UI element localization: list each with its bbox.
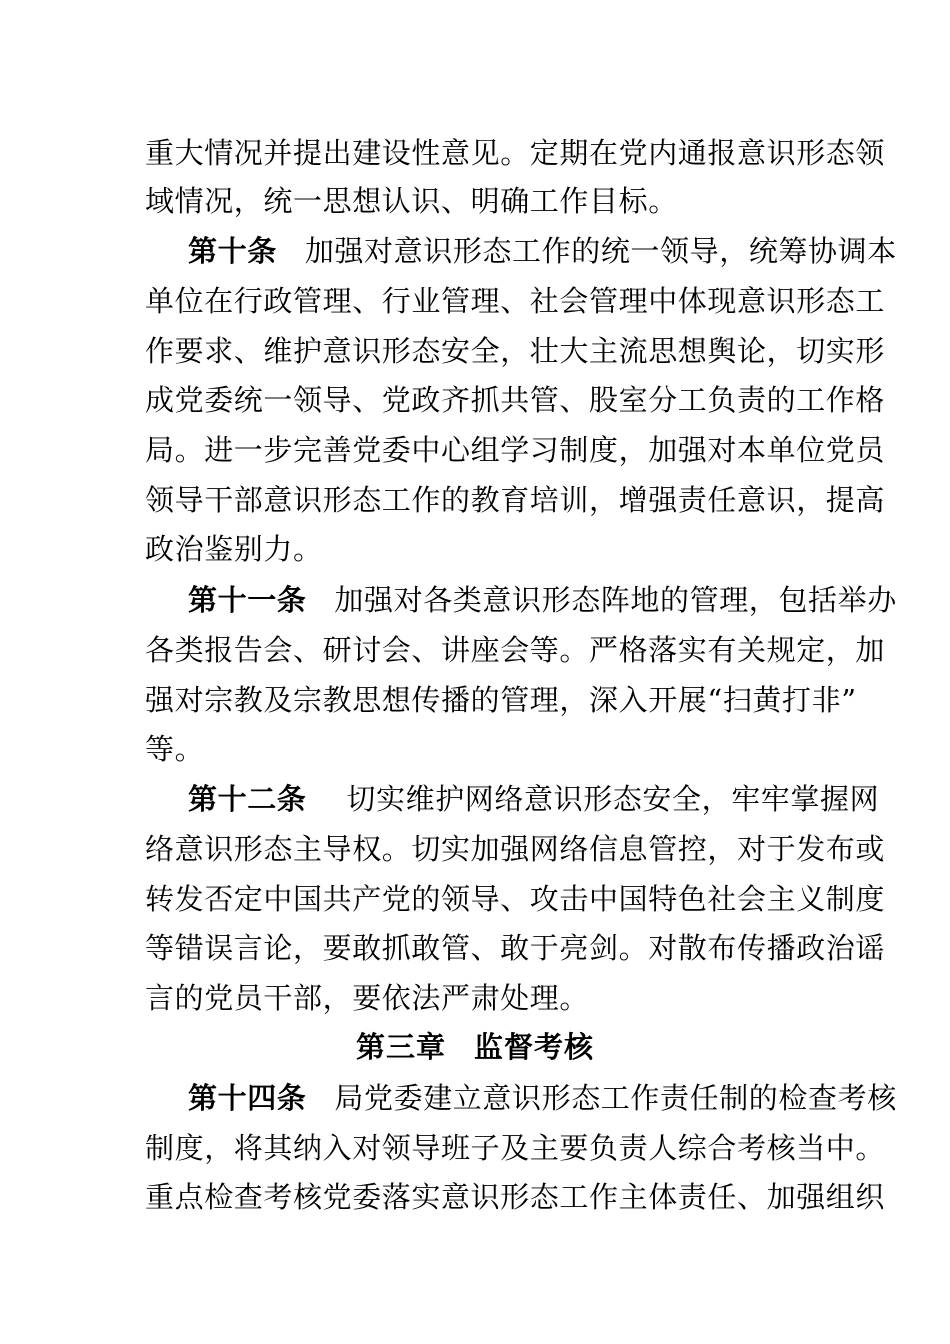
paragraph-line: 言的党员干部，要依法严肃处理。 [145,981,590,1015]
paragraph-line: 单位在行政管理、行业管理、社会管理中体现意识形态工 [145,284,886,318]
paragraph-line: 域情况，统一思想认识、明确工作目标。 [145,184,678,218]
article-text: 局党委建立意识形态工作责任制的检查考核 [334,1081,897,1115]
paragraph-line: 重大情况并提出建设性意见。定期在党内通报意识形态领 [145,136,886,170]
article-14-first-line [145,1078,897,1118]
chapter-number: 第三章 [355,1030,446,1064]
paragraph-line: 等。 [145,732,205,766]
article-text: 加强对各类意识形态阵地的管理，包括举办 [334,583,897,617]
paragraph-line: 等错误言论，要敢抓敢管、敢于亮剑。对散布传播政治谣 [145,931,886,965]
paragraph-line: 转发否定中国共产党的领导、攻击中国特色社会主义制度 [145,882,886,916]
paragraph-line: 重点检查考核党委落实意识形态工作主体责任、加强组织 [145,1180,886,1214]
article-text: 切实维护网络意识形态安全，牢牢掌握网 [346,782,880,816]
paragraph-line: 制度，将其纳入对领导班子及主要负责人综合考核当中。 [145,1131,886,1165]
chapter-heading [0,1027,950,1067]
article-number: 第十四条 [188,1081,307,1115]
article-number: 第十一条 [188,583,307,617]
paragraph-line: 各类报告会、研讨会、讲座会等。严格落实有关规定，加 [145,633,886,667]
chapter-title: 监督考核 [474,1030,595,1064]
article-11-first-line [145,580,897,620]
paragraph-line: 强对宗教及宗教思想传播的管理，深入开展“扫黄打非” [145,683,857,717]
paragraph-line: 领导干部意识形态工作的教育培训，增强责任意识，提高 [145,483,886,517]
article-10-first-line [145,231,897,271]
article-number: 第十条 [188,234,277,268]
paragraph-line: 作要求、维护意识形态安全，壮大主流思想舆论，切实形 [145,334,886,368]
paragraph-line: 络意识形态主导权。切实加强网络信息管控，对于发布或 [145,832,886,866]
paragraph-line: 局。进一步完善党委中心组学习制度，加强对本单位党员 [145,433,886,467]
paragraph-line: 政治鉴别力。 [145,532,323,566]
article-text: 加强对意识形态工作的统一领导，统筹协调本 [304,234,897,268]
article-number: 第十二条 [188,782,307,816]
article-12-first-line [145,779,880,819]
paragraph-line: 成党委统一领导、党政齐抓共管、股室分工负责的工作格 [145,383,886,417]
